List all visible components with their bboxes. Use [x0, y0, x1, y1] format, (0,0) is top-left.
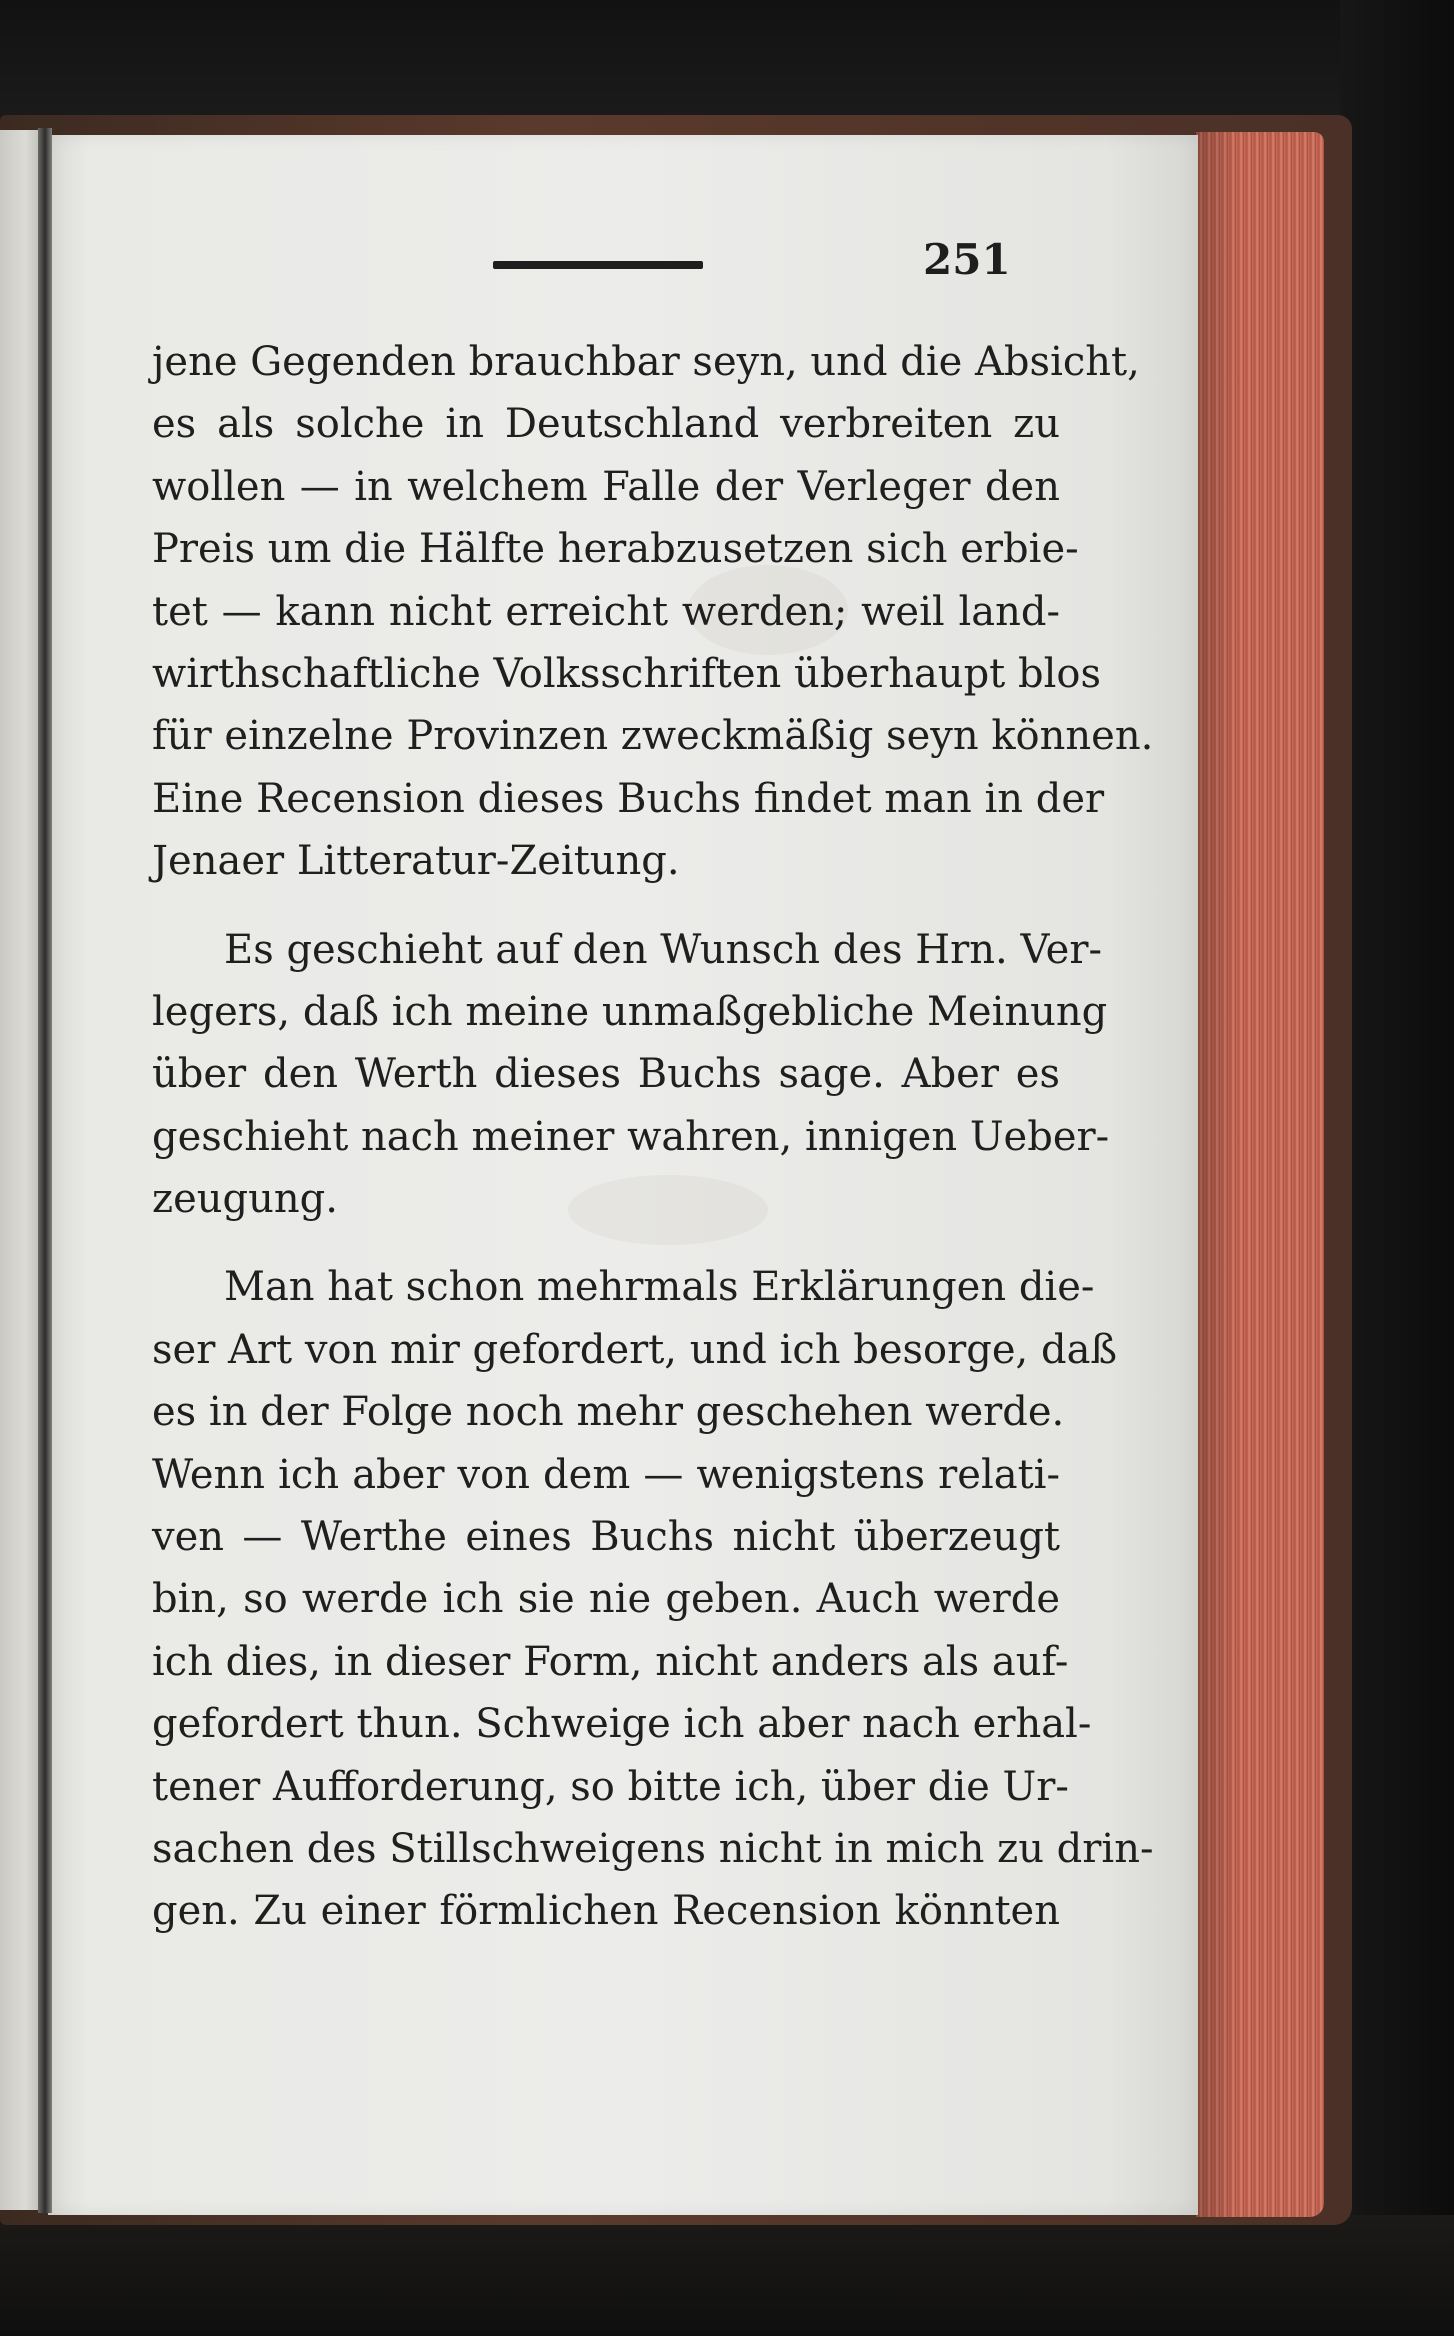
header-rule [493, 261, 703, 269]
paragraph-gap [152, 893, 1060, 919]
text-line: zeugung. [152, 1176, 338, 1223]
left-page-edge [0, 130, 42, 2210]
text-line: tener Aufforderung, so bitte ich, über die Ur- [152, 1763, 1069, 1810]
text-line: Es geschieht auf den Wunsch des Hrn. Ver- [224, 926, 1102, 973]
body-text [152, 331, 1154, 1943]
text-line: für einzelne Provinzen zweckmäßig seyn können. [152, 713, 1154, 760]
book-gutter [38, 128, 52, 2213]
text-line: jene Gegenden brauchbar seyn, und die Absicht, [152, 339, 1140, 385]
paragraph [152, 1256, 1154, 1942]
text-line: ich dies, in dieser Form, nicht anders als auf- [152, 1638, 1069, 1685]
page-number: 251 [923, 235, 1011, 284]
text-line: über den Werth dieses Buchs sage. Aber es [152, 1051, 1060, 1098]
text-line: ven — Werthe eines Buchs nicht überzeugt [152, 1514, 1060, 1561]
text-line: geschieht nach meiner wahren, innigen Ueber- [152, 1113, 1110, 1160]
page-edges-shadow [1196, 132, 1236, 2217]
text-line: Wenn ich aber von dem — wenigstens relati- [152, 1451, 1060, 1498]
text-line: Jenaer Litteratur-Zeitung. [152, 838, 680, 885]
text-line: Man hat schon mehrmals Erklärungen die- [224, 1264, 1095, 1311]
background-right [1340, 0, 1454, 2336]
book-page [48, 135, 1198, 2215]
text-line: wirthschaftliche Volksschriften überhaupt blos [152, 650, 1101, 697]
text-line: tet — kann nicht erreicht werden; weil land- [152, 588, 1060, 635]
paragraph [152, 919, 1110, 1231]
text-line: Eine Recension dieses Buchs findet man in der [152, 775, 1105, 822]
text-line: sachen des Stillschweigens nicht in mich zu drin- [152, 1825, 1154, 1872]
text-line: gefordert thun. Schweige ich aber nach erhal- [152, 1701, 1092, 1748]
text-line: ser Art von mir gefordert, und ich besorge, daß [152, 1326, 1118, 1373]
text-line: wollen — in welchem Falle der Verleger den [152, 463, 1060, 510]
text-line: bin, so werde ich sie nie geben. Auch werde [152, 1576, 1060, 1623]
text-line: Preis um die Hälfte herabzusetzen sich erbie- [152, 526, 1079, 573]
paragraph-gap [152, 1230, 1060, 1256]
paragraph [152, 331, 1154, 893]
text-line: es in der Folge noch mehr geschehen werde. [152, 1389, 1065, 1436]
text-line: es als solche in Deutschland verbreiten zu [152, 401, 1060, 448]
text-line: legers, daß ich meine unmaßgebliche Meinung [152, 988, 1108, 1035]
background-bottom [0, 2215, 1454, 2336]
text-line: gen. Zu einer förmlichen Recension könnten [152, 1888, 1060, 1935]
